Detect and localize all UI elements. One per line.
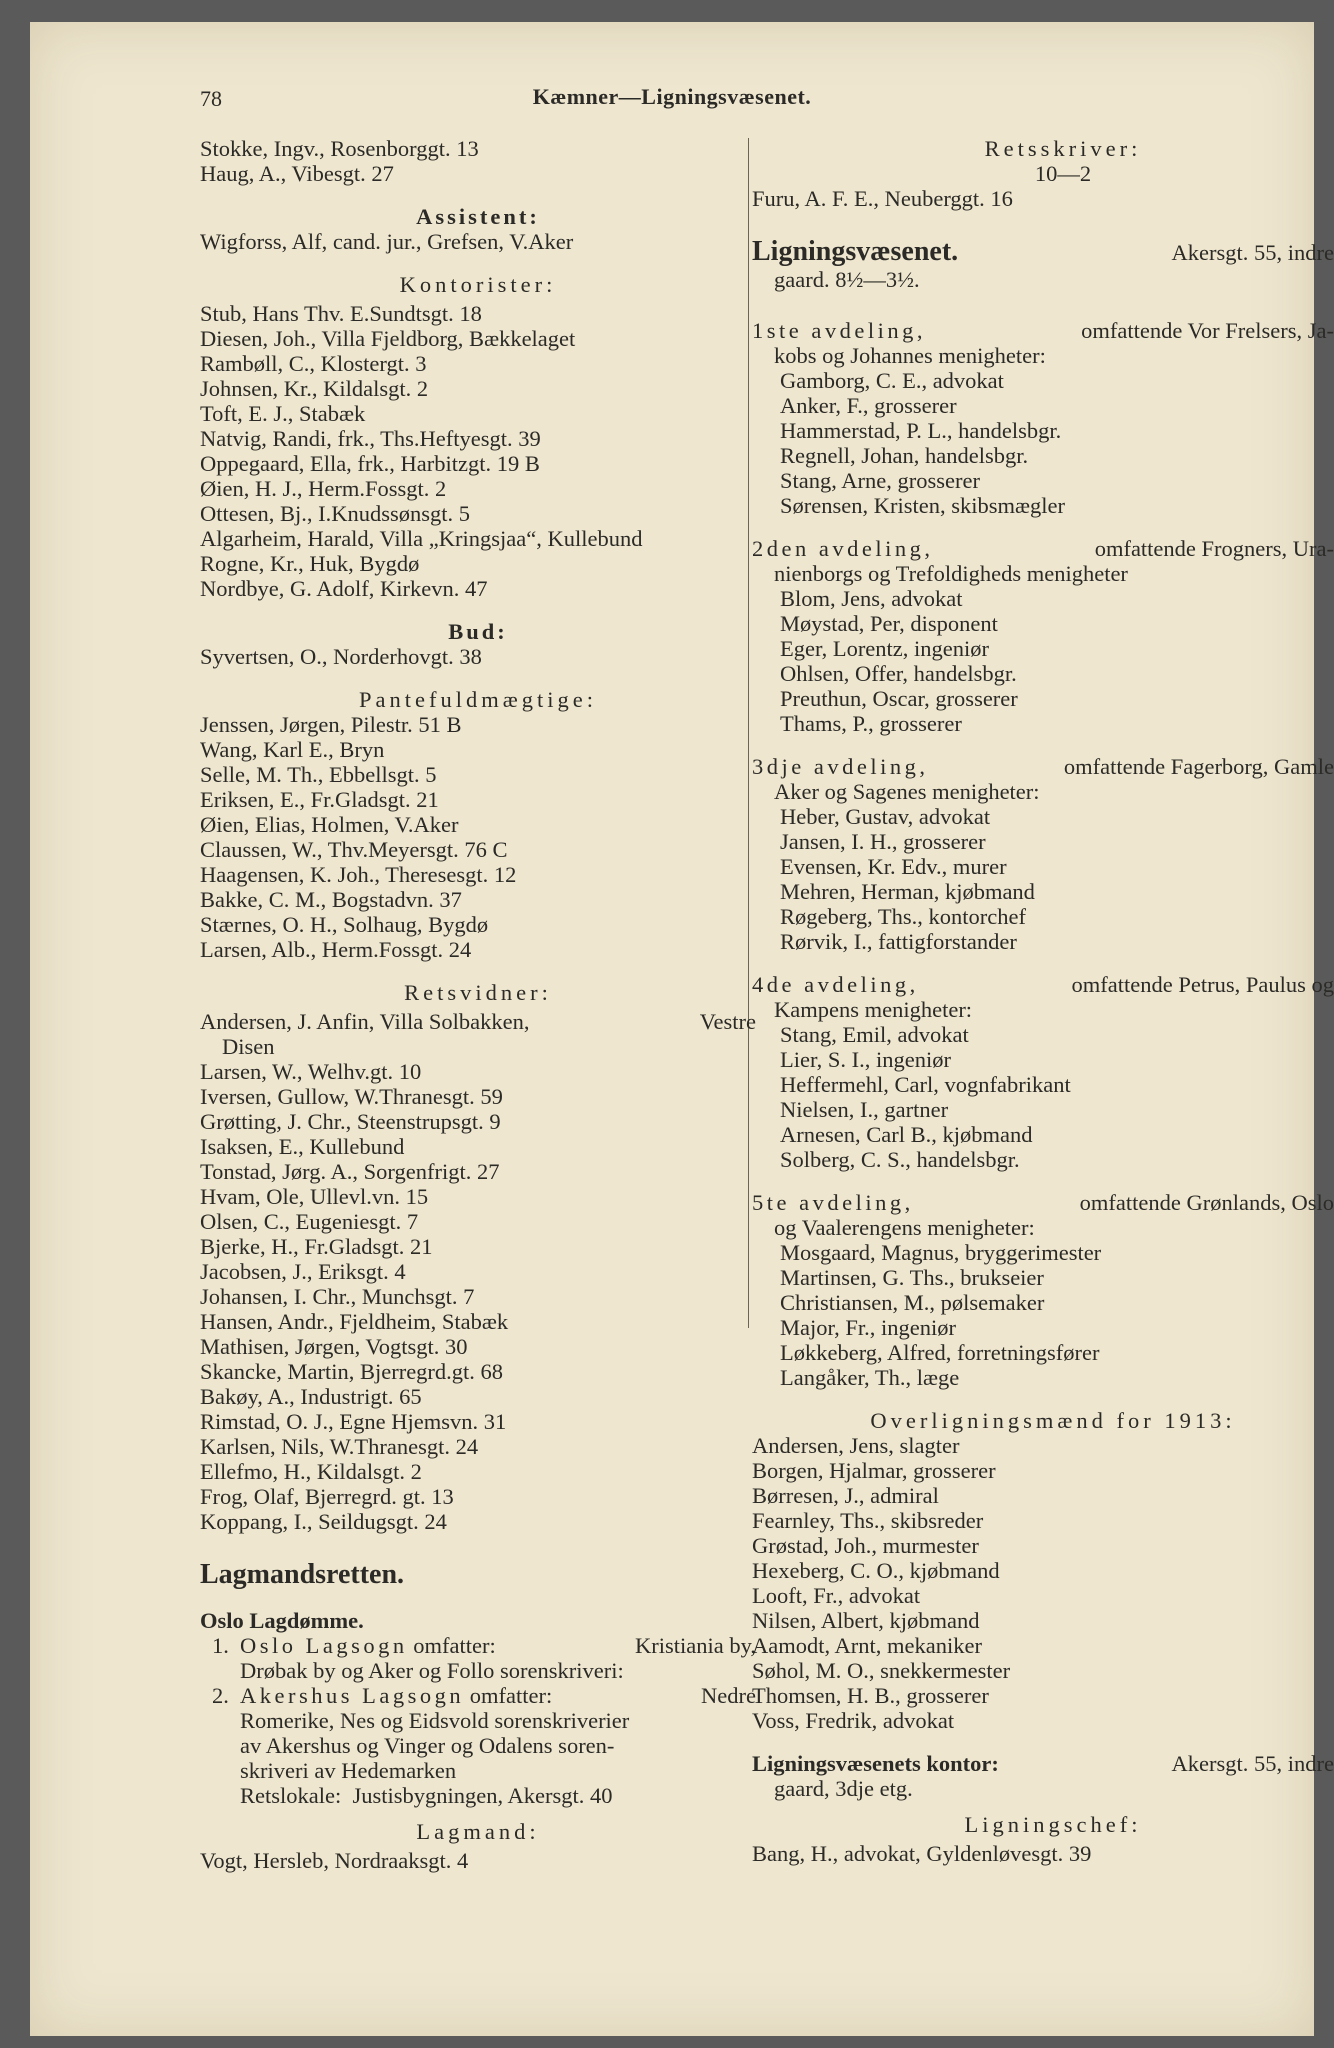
page-number: 78: [200, 86, 222, 111]
list-item: Rogne, Kr., Huk, Bygdø: [200, 551, 420, 576]
list-item: Øien, Elias, Holmen, V.Aker: [200, 812, 459, 837]
list-item: Øien, H. J., Herm.Fossgt. 2: [200, 476, 447, 501]
list-item: Bjerke, H., Fr.Gladsgt. 21: [200, 1234, 433, 1259]
overligning-list: [752, 1433, 1334, 1733]
list-item: Søhol, M. O., snekkermester: [752, 1658, 1011, 1683]
list-item: Jansen, I. H., grosserer: [780, 829, 986, 854]
top-entries-list: [200, 136, 756, 186]
list-item: Nilsen, Albert, kjøbmand: [752, 1608, 980, 1633]
list-item: Hammerstad, P. L., handelsbgr.: [780, 418, 1062, 443]
list-item: Larsen, Alb., Herm.Fossgt. 24: [200, 937, 472, 962]
kontorister-heading: Kontorister:: [399, 272, 557, 297]
list-item: Isaksen, E., Kullebund: [200, 1134, 405, 1159]
list-item: Larsen, W., Welhv.gt. 10: [200, 1059, 422, 1084]
list-item: Johansen, I. Chr., Munchsgt. 7: [200, 1284, 475, 1309]
list-item: Stærnes, O. H., Solhaug, Bygdø: [200, 912, 489, 937]
list-item: Gamborg, C. E., advokat: [780, 368, 1004, 393]
ligningschef-heading: Ligningschef:: [964, 1812, 1142, 1837]
list-item: Johnsen, Kr., Kildalsgt. 2: [200, 376, 429, 401]
list-item: Tonstad, Jørg. A., Sorgenfrigt. 27: [200, 1159, 500, 1184]
list-item: Jenssen, Jørgen, Pilestr. 51 B: [200, 712, 462, 737]
ligningsvaesenet-title: Ligningsvæsenet.: [752, 236, 959, 267]
department-1: 1ste avdeling, omfattende Vor Frelsers, Ja- kobs og Johannes menigheter: Gamborg, C. E., advokat Anker, F., grosserer Hammerstad, P. L., handelsbgr. Regnell, Johan, handelsbgr. Stang, Arne, grosserer Sørensen, Kristen, skibsmægler: [752, 318, 1334, 518]
list-item: Mehren, Herman, kjøbmand: [780, 879, 1035, 904]
list-item: Major, Fr., ingeniør: [780, 1315, 956, 1340]
kontor-label: Ligningsvæsenets kontor:: [752, 1751, 999, 1776]
list-item: Martinsen, G. Ths., brukseier: [780, 1265, 1044, 1290]
retsvidner-list: [200, 1009, 756, 1534]
list-item: Voss, Fredrik, advokat: [752, 1708, 955, 1733]
ligningsvaesenet-title-line: [752, 237, 1334, 267]
list-item: Andersen, J. Anfin, Villa Solbakken, Vestre: [200, 1009, 756, 1034]
list-item: Selle, M. Th., Ebbellsgt. 5: [200, 762, 437, 787]
overligning-heading: Overligningsmænd for 1913:: [870, 1408, 1236, 1433]
pantefuldmaegtige-heading: Pantefuldmægtige:: [359, 687, 597, 712]
list-item: Diesen, Joh., Villa Fjeldborg, Bækkelaget: [200, 326, 576, 351]
running-title: Kæmner—Ligningsvæsenet.: [532, 84, 812, 109]
list-item: Bakøy, A., Industrigt. 65: [200, 1384, 422, 1409]
list-item: Algarheim, Harald, Villa „Kringsjaa“, Kullebund: [200, 526, 643, 551]
lagmandsretten-title: Lagmandsretten.: [200, 1559, 405, 1590]
list-item: Bakke, C. M., Bogstadvn. 37: [200, 887, 462, 912]
kontor-floor: gaard, 3dje etg.: [774, 1776, 913, 1801]
list-item: Nielsen, I., gartner: [780, 1097, 949, 1122]
list-item: Lier, S. I., ingeniør: [780, 1047, 951, 1072]
left-column: [200, 136, 756, 1873]
list-item: Syvertsen, O., Norderhovgt. 38: [200, 644, 482, 669]
list-item: Koppang, I., Seildugsgt. 24: [200, 1509, 447, 1534]
list-item: Stang, Arne, grosserer: [780, 468, 980, 493]
list-item: Wigforss, Alf, cand. jur., Grefsen, V.Aker: [200, 229, 574, 254]
list-item: Christiansen, M., pølsemaker: [780, 1290, 1045, 1315]
list-item: Thomsen, H. B., grosserer: [752, 1683, 989, 1708]
list-item: Ellefmo, H., Kildalsgt. 2: [200, 1459, 422, 1484]
retsskriver-heading: Retsskriver:: [984, 136, 1142, 161]
list-item: Wang, Karl E., Bryn: [200, 737, 385, 762]
list-item: Aamodt, Arnt, mekaniker: [752, 1633, 982, 1658]
right-column: [752, 136, 1334, 1866]
list-item: Andersen, Jens, slagter: [752, 1433, 960, 1458]
ligningsvaesenet-address: Akersgt. 55, indre: [1171, 240, 1334, 265]
list-item: Rambøll, C., Klostergt. 3: [200, 351, 427, 376]
oslo-lagdomme-heading: Oslo Lagdømme.: [200, 1608, 364, 1633]
list-item: Evensen, Kr. Edv., murer: [780, 854, 1007, 879]
list-item: Røgeberg, Ths., kontorchef: [780, 904, 1026, 929]
lagmand-heading: Lagmand:: [416, 1819, 540, 1844]
list-item: Claussen, W., Thv.Meyersgt. 76 C: [200, 837, 508, 862]
list-item: Hexeberg, C. O., kjøbmand: [752, 1558, 1000, 1583]
list-item: Langåker, Th., læge: [780, 1365, 960, 1390]
list-item: Preuthun, Oscar, grosserer: [780, 686, 1018, 711]
list-item: Heffermehl, Carl, vognfabrikant: [780, 1072, 1071, 1097]
list-item: Rørvik, I., fattigforstander: [780, 929, 1017, 954]
list-item: Grøtting, J. Chr., Steenstrupsgt. 9: [200, 1109, 501, 1134]
department-3: 3dje avdeling, omfattende Fagerborg, Gamle Aker og Sagenes menigheter: Heber, Gustav, advokat Jansen, I. H., grosserer Evensen, Kr. Edv., murer Mehren, Herman, kjøbmand Røgeberg, Ths., kontorchef Rørvik, I., fattigforstander: [752, 754, 1334, 954]
list-item: Haug, A., Vibesgt. 27: [200, 161, 394, 186]
retslokale-line: Retslokale: Justisbygningen, Akersgt. 40: [240, 1783, 613, 1808]
list-item: Eriksen, E., Fr.Gladsgt. 21: [200, 787, 439, 812]
list-item: Jacobsen, J., Eriksgt. 4: [200, 1259, 406, 1284]
list-item: Sørensen, Kristen, skibsmægler: [780, 493, 1065, 518]
list-item: Anker, F., grosserer: [780, 393, 957, 418]
list-item: Børresen, J., admiral: [752, 1483, 939, 1508]
list-item: Toft, E. J., Stabæk: [200, 401, 366, 426]
list-item: Ohlsen, Offer, handelsbgr.: [780, 661, 1017, 686]
list-item: Haagensen, K. Joh., Theresesgt. 12: [200, 862, 517, 887]
kontor-address: Akersgt. 55, indre: [1171, 1751, 1334, 1776]
assistent-heading: Assistent:: [416, 204, 540, 229]
list-item: Looft, Fr., advokat: [752, 1583, 921, 1608]
list-item: Stang, Emil, advokat: [780, 1022, 969, 1047]
list-item: Heber, Gustav, advokat: [780, 804, 991, 829]
list-item: Rimstad, O. J., Egne Hjemsvn. 31: [200, 1409, 507, 1434]
retsvidner-heading: Retsvidner:: [404, 980, 552, 1005]
list-item-continuation: Disen: [222, 1034, 275, 1059]
list-item: Fearnley, Ths., skibsreder: [752, 1508, 984, 1533]
list-item: Skancke, Martin, Bjerregrd.gt. 68: [200, 1359, 504, 1384]
list-item: Stokke, Ingv., Rosenborggt. 13: [200, 136, 479, 161]
kontorister-list: [200, 301, 756, 601]
list-item: Mathisen, Jørgen, Vogtsgt. 30: [200, 1334, 468, 1359]
list-item: Løkkeberg, Alfred, forretningsfører: [780, 1340, 1100, 1365]
list-item: Eger, Lorentz, ingeniør: [780, 636, 990, 661]
list-item: Blom, Jens, advokat: [780, 586, 963, 611]
list-item: Karlsen, Nils, W.Thranesgt. 24: [200, 1434, 479, 1459]
list-item: Oppegaard, Ella, frk., Harbitzgt. 19 B: [200, 451, 540, 476]
list-item: Iversen, Gullow, W.Thranesgt. 59: [200, 1084, 503, 1109]
list-item: Hansen, Andr., Fjeldheim, Stabæk: [200, 1309, 509, 1334]
list-item: Thams, P., grosserer: [780, 711, 962, 736]
list-item: Solberg, C. S., handelsbgr.: [780, 1147, 1020, 1172]
ligningsvaesenet-hours: gaard. 8½—3½.: [774, 267, 920, 292]
retsskriver-time: 10—2: [1034, 161, 1092, 186]
list-item: Borgen, Hjalmar, grosserer: [752, 1458, 996, 1483]
list-item: Mosgaard, Magnus, bryggerimester: [780, 1240, 1102, 1265]
lagsogn-item-1: 1. Oslo Lagsogn omfatter: Kristiania by, Drøbak by og Aker og Follo sorenskriveri:: [212, 1633, 756, 1683]
lagsogn-item-2: 2. Akershus Lagsogn omfatter: Nedre Romerike, Nes og Eidsvold sorenskriverier av Akershus og Vinger og Odalens soren- skriveri av Hedemarken Retslokale: Justisbygningen, Akersgt. 40: [212, 1683, 756, 1808]
list-item: Arnesen, Carl B., kjøbmand: [780, 1122, 1033, 1147]
list-item: Furu, A. F. E., Neuberggt. 16: [752, 186, 1013, 211]
list-item: Vogt, Hersleb, Nordraaksgt. 4: [200, 1848, 469, 1873]
kontor-line: [752, 1751, 1334, 1776]
list-item: Olsen, C., Eugeniesgt. 7: [200, 1209, 419, 1234]
bud-heading: Bud:: [448, 619, 508, 644]
page-header: [30, 22, 1314, 122]
list-item: Bang, H., advokat, Gyldenløvesgt. 39: [752, 1841, 1092, 1866]
pante-list: [200, 712, 756, 962]
list-item: Grøstad, Joh., murmester: [752, 1533, 979, 1558]
list-item: Natvig, Randi, frk., Ths.Heftyesgt. 39: [200, 426, 541, 451]
list-item: Ottesen, Bj., I.Knudssønsgt. 5: [200, 501, 470, 526]
list-item: Nordbye, G. Adolf, Kirkevn. 47: [200, 576, 488, 601]
list-item: Stub, Hans Thv. E.Sundtsgt. 18: [200, 301, 482, 326]
list-item: Hvam, Ole, Ullevl.vn. 15: [200, 1184, 429, 1209]
department-5: 5te avdeling, omfattende Grønlands, Oslo og Vaalerengens menigheter: Mosgaard, Magnus, bryggerimester Martinsen, G. Ths., brukseier Christiansen, M., pølsemaker Major, Fr., ingeniør Løkkeberg, Alfred, forretningsfører Langåker, Th., læge: [752, 1190, 1334, 1390]
document-page: [30, 22, 1334, 2036]
department-4: 4de avdeling, omfattende Petrus, Paulus og Kampens menigheter: Stang, Emil, advokat Lier, S. I., ingeniør Heffermehl, Carl, vognfabrikant Nielsen, I., gartner Arnesen, Carl B., kjøbmand Solberg, C. S., handelsbgr.: [752, 972, 1334, 1172]
list-item: Møystad, Per, disponent: [780, 611, 998, 636]
department-2: 2den avdeling, omfattende Frogners, Ura- nienborgs og Trefoldigheds menigheter Blom, Jens, advokat Møystad, Per, disponent Eger, Lorentz, ingeniør Ohlsen, Offer, handelsbgr. Preuthun, Oscar, grosserer Thams, P., grosserer: [752, 536, 1334, 736]
list-item: Frog, Olaf, Bjerregrd. gt. 13: [200, 1484, 454, 1509]
list-item: Regnell, Johan, handelsbgr.: [780, 443, 1029, 468]
